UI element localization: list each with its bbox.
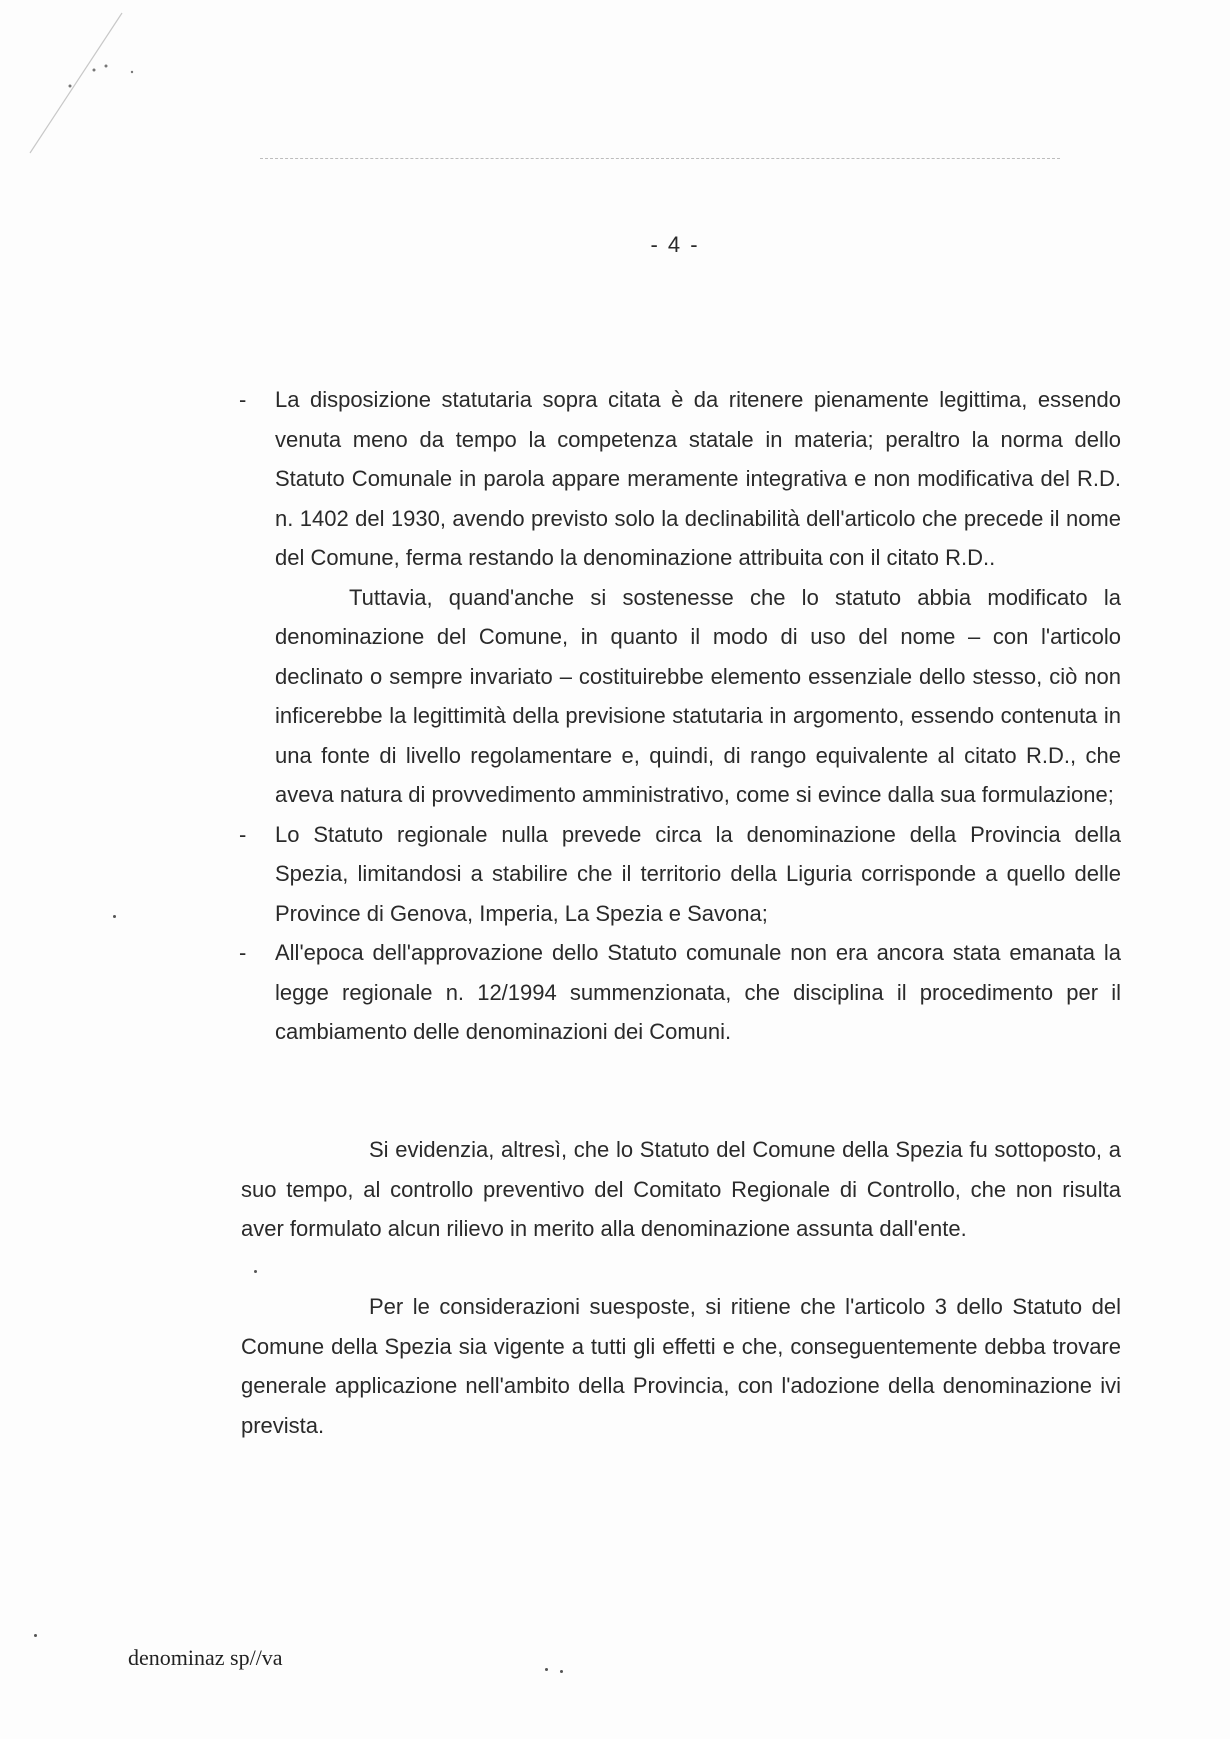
bullet-paragraph: All'epoca dell'approvazione dello Statuto comunale non era ancora stata emanata la legge regionale n. 12/1994 summenzionata, che disciplina il procedimento per il cambiamento delle denominazioni dei Comuni. <box>275 940 1121 1044</box>
scan-header-rule <box>260 158 1060 159</box>
bullet-dash: - <box>239 940 247 965</box>
scan-edge-mark <box>22 8 142 158</box>
bullet-paragraph: Tuttavia, quand'anche si sostenesse che lo statuto abbia modificato la denominazione del Comune, in quanto il modo di uso del nome – con l'articolo declinato o sempre invariato – costituirebbe elemento essenziale dello stesso, ciò non inficerebbe la legittimità della previsione statutaria in argomento, essendo contenuta in una fonte di livello regolamentare e, quindi, di rango equivalente al citato R.D., che aveva natura di provvedimento amministrativo, come si evince dalla sua formulazione; <box>275 584 1121 807</box>
footer-reference: denominaz sp//va <box>128 1645 283 1670</box>
bullet-paragraph: La disposizione statutaria sopra citata è da ritenere pienamente legittima, essendo venuta meno da tempo la competenza statale in materia; peraltro la norma dello Statuto Comunale in parola appare meramente integrativa e non modificativa del R.D. n. 1402 del 1930, avendo previsto solo la declinabilità dell'articolo che precede il nome del Comune, ferma restando la denominazione attribuita con il citato R.D.. <box>275 387 1121 570</box>
bullet-item <box>239 933 1121 1052</box>
bullet-paragraph: Lo Statuto regionale nulla prevede circa la denominazione della Provincia della Spezia, limitandosi a stabilire che il territorio della Liguria corrisponde a quello delle Province di Genova, Imperia, La Spezia e Savona; <box>275 821 1121 926</box>
bullet-item <box>239 380 1121 815</box>
bullet-dash: - <box>239 821 247 847</box>
scan-speck <box>34 1634 37 1637</box>
scan-speck <box>560 1670 563 1673</box>
scan-speck <box>545 1668 548 1671</box>
body-paragraph: Per le considerazioni suesposte, si ritiene che l'articolo 3 dello Statuto del Comune della Spezia sia vigente a tutti gli effetti e che, conseguentemente debba trovare generale applicazione nell'ambito della Provincia, con l'adozione della denominazione ivi prevista. <box>241 1294 1121 1438</box>
bullet-dash: - <box>239 387 247 412</box>
body-paragraph: Si evidenzia, altresì, che lo Statuto del Comune della Spezia fu sottoposto, a suo tempo, al controllo preventivo del Comitato Regionale di Controllo, che non risulta aver formulato alcun rilievo in merito alla denominazione assunta dall'ente. <box>241 1137 1121 1241</box>
bullet-item <box>239 815 1121 934</box>
bullet-list <box>239 380 1121 1052</box>
scan-speck <box>113 915 116 918</box>
scan-speck <box>254 1270 257 1273</box>
page-number: - 4 - <box>650 232 700 257</box>
